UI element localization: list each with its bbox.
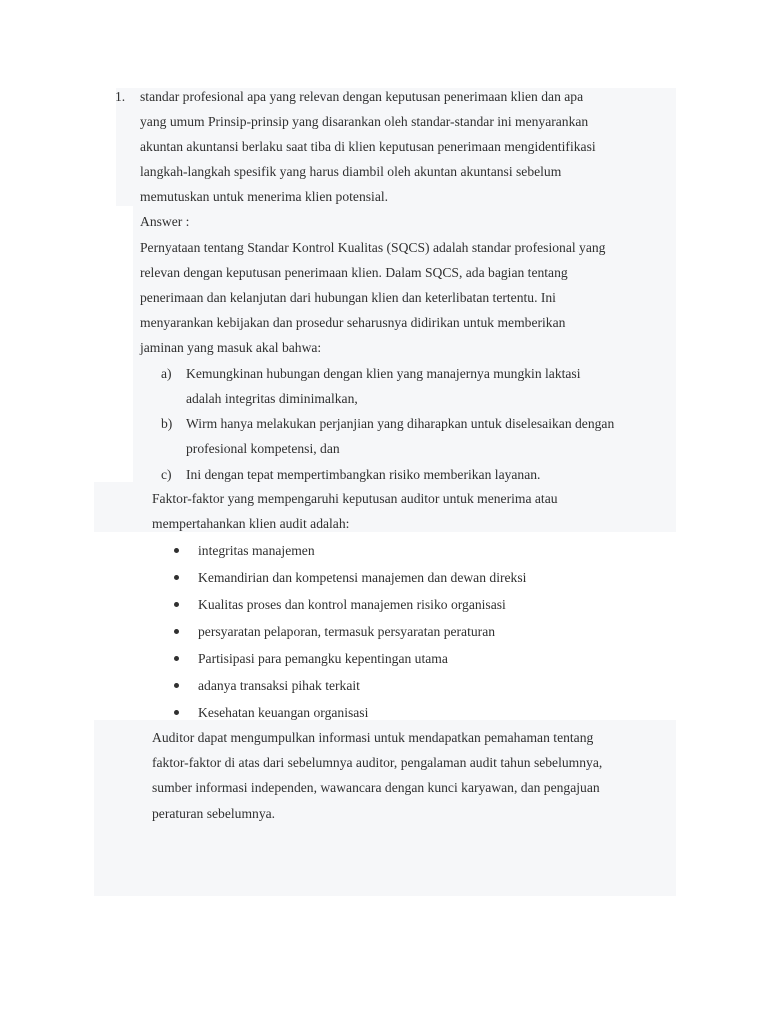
- item-letter: c): [161, 467, 172, 482]
- question-line: langkah-langkah spesifik yang harus diambil oleh akuntan akuntansi sebelum: [140, 164, 562, 179]
- bullet-icon: [174, 629, 179, 634]
- answer-intro-line: Pernyataan tentang Standar Kontrol Kualitas (SQCS) adalah standar profesional yang: [140, 240, 606, 255]
- closing-line: peraturan sebelumnya.: [152, 806, 276, 821]
- list-item-text: adanya transaksi pihak terkait: [198, 678, 360, 693]
- list-item-text: Kualitas proses dan kontrol manajemen risiko organisasi: [198, 597, 506, 612]
- bullet-icon: [174, 710, 179, 715]
- closing-line: faktor-faktor di atas dari sebelumnya auditor, pengalaman audit tahun sebelumnya,: [152, 755, 603, 770]
- item-text: Wirm hanya melakukan perjanjian yang diharapkan untuk diselesaikan dengan: [186, 416, 615, 431]
- factors-intro-line: Faktor-faktor yang mempengaruhi keputusan auditor untuk menerima atau: [152, 491, 558, 506]
- bullet-icon: [174, 575, 179, 580]
- question-number: 1.: [115, 89, 126, 104]
- question-line: yang umum Prinsip-prinsip yang disarankan oleh standar-standar ini menyarankan: [140, 114, 589, 129]
- item-text: profesional kompetensi, dan: [186, 441, 340, 456]
- factors-intro-line: mempertahankan klien audit adalah:: [152, 516, 350, 531]
- item-text: Ini dengan tepat mempertimbangkan risiko memberikan layanan.: [186, 467, 541, 482]
- answer-intro-line: relevan dengan keputusan penerimaan klien. Dalam SQCS, ada bagian tentang: [140, 265, 568, 280]
- bullet-icon: [174, 683, 179, 688]
- answer-intro-line: penerimaan dan kelanjutan dari hubungan klien dan keterlibatan tertentu. Ini: [140, 290, 556, 305]
- question-line: akuntan akuntansi berlaku saat tiba di klien keputusan penerimaan mengidentifikasi: [140, 139, 596, 154]
- bullet-icon: [174, 548, 179, 553]
- closing-line: sumber informasi independen, wawancara dengan kunci karyawan, dan pengajuan: [152, 780, 600, 795]
- item-letter: a): [161, 366, 172, 381]
- answer-label: Answer :: [140, 214, 190, 229]
- bullet-icon: [174, 602, 179, 607]
- list-item-text: integritas manajemen: [198, 543, 315, 558]
- item-text: Kemungkinan hubungan dengan klien yang manajernya mungkin laktasi: [186, 366, 581, 381]
- question-line: memutuskan untuk menerima klien potensial.: [140, 189, 389, 204]
- list-item-text: Kemandirian dan kompetensi manajemen dan dewan direksi: [198, 570, 527, 585]
- item-text: adalah integritas diminimalkan,: [186, 391, 358, 406]
- closing-line: Auditor dapat mengumpulkan informasi untuk mendapatkan pemahaman tentang: [152, 730, 594, 745]
- answer-intro-line: menyarankan kebijakan dan prosedur seharusnya didirikan untuk memberikan: [140, 315, 566, 330]
- answer-intro-line: jaminan yang masuk akal bahwa:: [140, 340, 322, 355]
- list-item-text: persyaratan pelaporan, termasuk persyaratan peraturan: [198, 624, 496, 639]
- list-item-text: Kesehatan keuangan organisasi: [198, 705, 369, 720]
- item-letter: b): [161, 416, 173, 431]
- question-line: standar profesional apa yang relevan dengan keputusan penerimaan klien dan apa: [140, 89, 584, 104]
- list-item-text: Partisipasi para pemangku kepentingan utama: [198, 651, 448, 666]
- bullet-icon: [174, 656, 179, 661]
